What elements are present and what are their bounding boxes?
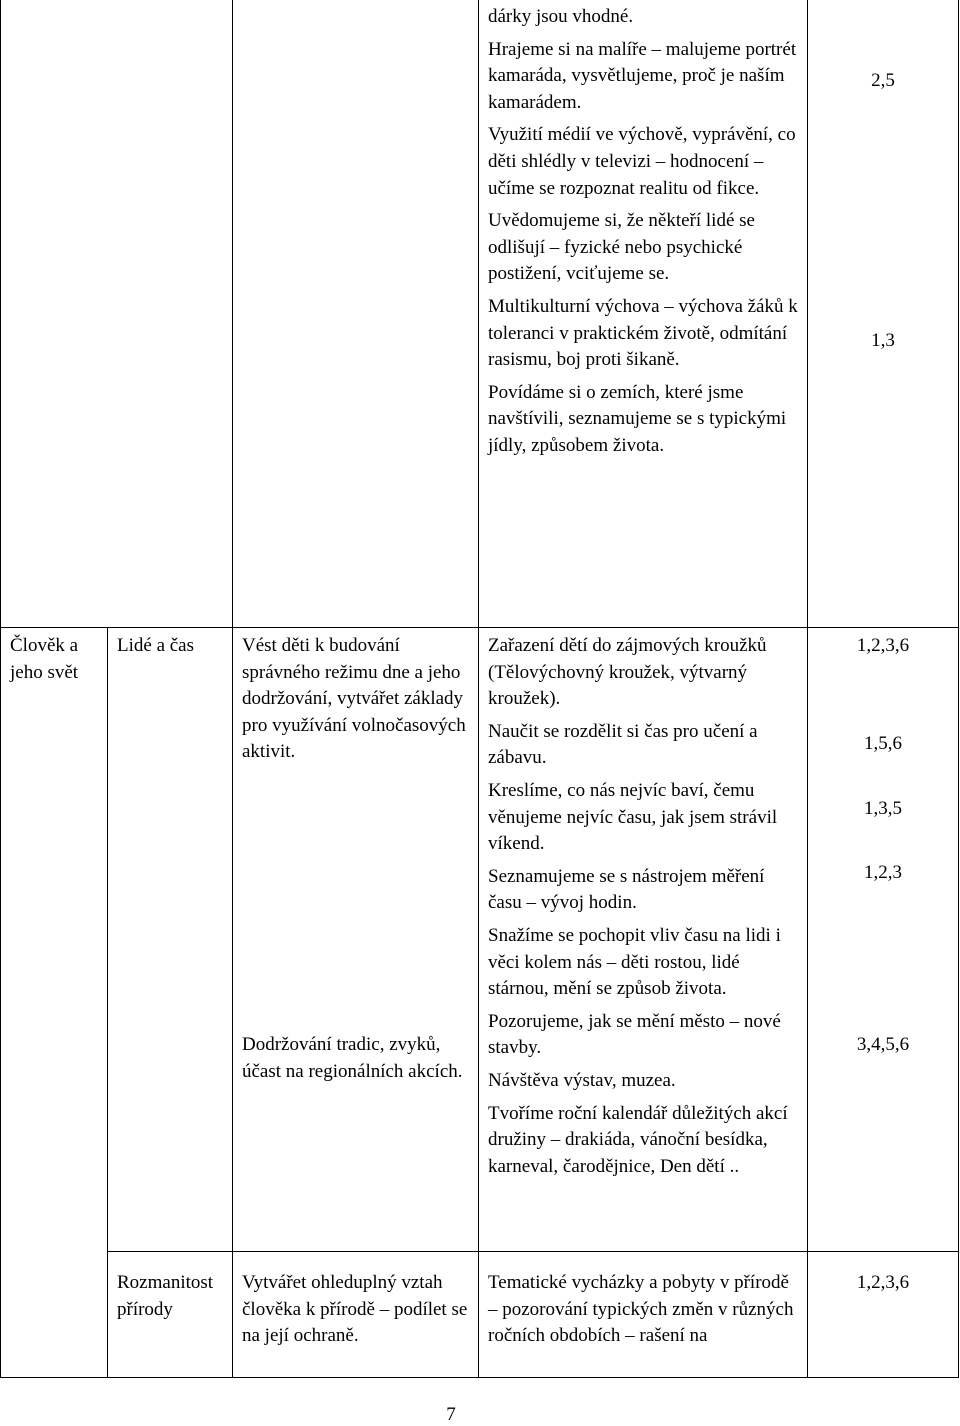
subarea-label: Rozmanitost přírody [117,1272,214,1320]
top-activities-cell [488,4,800,460]
activity-text: Pozorujeme, jak se mění město – nové stavby. [488,1010,781,1059]
activity-text: Tvoříme roční kalendář důležitých akcí družiny – drakiáda, vánoční besídka, karneval, čarodějnice, Den dětí .. [488,1102,788,1177]
row-divider-1 [0,627,959,628]
code-label: 2,5 [871,70,895,91]
subarea-label: Lidé a čas [117,635,195,656]
activity-text: Návštěva výstav, muzea. [488,1069,676,1091]
code-label: 1,5,6 [864,733,902,754]
goal-text: Dodržování tradic, zvyků, účast na regionálních akcích. [242,1034,463,1082]
code-label: 1,2,3,6 [856,1272,910,1293]
page-number: 7 [446,1404,456,1425]
activity-text: Uvědomujeme si, že někteří lidé se odlišují – fyzické nebo psychické postižení, vciťujeme se. [488,210,755,285]
activity-text: Snažíme se pochopit vliv času na lidi i věci kolem nás – děti rostou, lidé stárnou, mění se způsob života. [488,924,781,1000]
column-divider-3 [478,0,479,1378]
code-label: 3,4,5,6 [856,1034,910,1055]
column-divider-4 [807,0,808,1378]
activity-text: Povídáme si o zemích, které jsme navštívili, seznamujeme se s typickými jídly, způsobem života. [488,381,787,456]
activities-cell [488,633,800,1180]
activity-text: Hrajeme si na malíře – malujeme portrét kamaráda, vysvětlujeme, proč je naším kamarádem. [488,38,797,113]
code-label: 1,2,3,6 [856,635,910,656]
activity-text: Naučit se rozdělit si čas pro učení a zábavu. [488,720,758,769]
activity-text: Využití médií ve výchově, vyprávění, co děti shlédly v televizi – hodnocení – učíme se rozpoznat realitu od fikce. [488,124,796,199]
code-label: 1,3,5 [864,798,902,819]
activity-text: Seznamujeme se s nástrojem měření času – vývoj hodin. [488,865,765,914]
column-divider-2 [232,0,233,1378]
code-label: 1,3 [871,330,895,351]
activity-text: Multikulturní výchova – výchova žáků k toleranci v praktickém životě, odmítání rasismu, boj proti šikaně. [488,295,798,371]
area-label: Člověk a jeho svět [10,635,79,683]
activity-text: Zařazení dětí do zájmových kroužků (Tělovýchovný kroužek, výtvarný kroužek). [488,635,767,710]
activity-text: Kreslíme, co nás nejvíc baví, čemu věnujeme nejvíc času, jak jsem strávil víkend. [488,779,778,855]
goal-text: Vytvářet ohleduplný vztah člověka k přírodě – podílet se na její ochraně. [242,1272,468,1347]
table-border-left [0,0,1,1378]
row-divider-2 [107,1251,959,1252]
column-divider-1 [107,627,108,1378]
table-border-right [958,0,959,1378]
activity-text: dárky jsou vhodné. [488,6,634,27]
code-label: 1,2,3 [864,862,902,883]
goal-text: Vést děti k budování správného režimu dne a jeho dodržování, vytvářet základy pro využívání volnočasových aktivit. [242,635,466,763]
table-border-bottom [0,1377,959,1378]
activity-text: Tematické vycházky a pobyty v přírodě – pozorování typických změn v různých ročních obdobích – rašení na [488,1272,794,1347]
